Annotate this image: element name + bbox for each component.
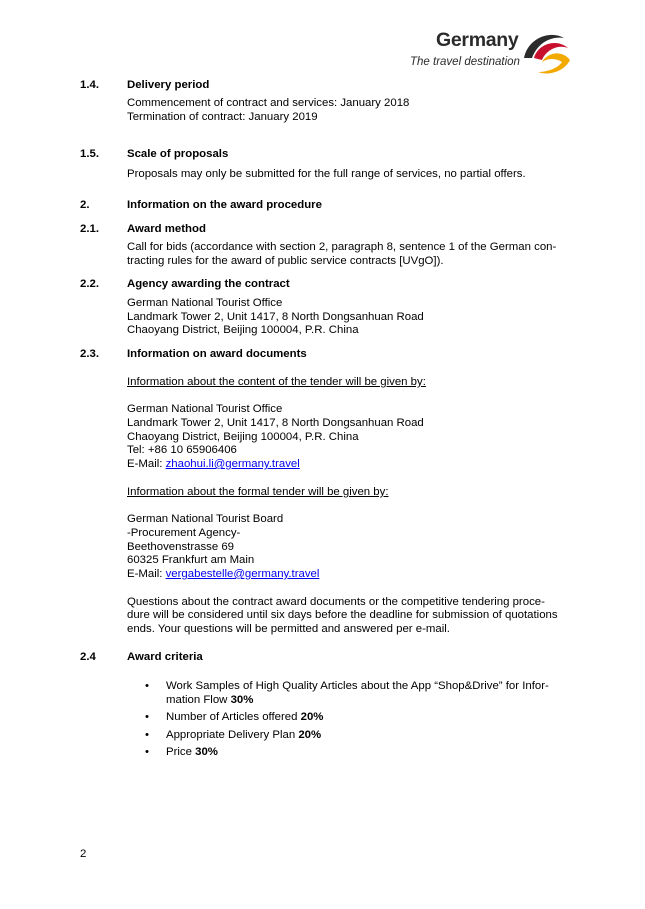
address-line: -Procurement Agency- [127, 527, 241, 539]
text-line: tracting rules for the award of public service contracts [UVgO]). [127, 255, 444, 267]
section-title: Agency awarding the contract [127, 278, 290, 290]
criterion-weight: 30% [195, 746, 218, 759]
email-line [127, 458, 300, 472]
section-title: Information on the award procedure [127, 199, 322, 211]
section-number: 1.4. [80, 79, 99, 91]
bullet-icon: • [145, 728, 149, 741]
section-number: 2.2. [80, 278, 99, 290]
email-line [127, 568, 319, 582]
text-line: ends. Your questions will be permitted and answered per e-mail. [127, 623, 450, 635]
address-line: Chaoyang District, Beijing 100004, P.R. China [127, 324, 359, 336]
list-item [145, 711, 585, 725]
criterion-text: Appropriate Delivery Plan [166, 728, 299, 741]
section-number: 2.1. [80, 223, 99, 235]
address-line: German National Tourist Office [127, 297, 283, 309]
address-line: Landmark Tower 2, Unit 1417, 8 North Dongsanhuan Road [127, 417, 424, 429]
email-label: E-Mail: [127, 458, 166, 470]
list-item [145, 729, 585, 743]
text-line: Commencement of contract and services: January 2018 [127, 97, 410, 109]
criterion-weight: 30% [230, 693, 254, 706]
bullet-icon: • [145, 680, 149, 692]
logo-tagline: The travel destination [410, 56, 520, 68]
criterion-weight: 20% [300, 711, 324, 724]
address-line: German National Tourist Office [127, 403, 283, 415]
text-line: Proposals may only be submitted for the full range of services, no partial offers. [127, 168, 526, 180]
section-number: 2. [80, 199, 90, 211]
bullet-icon: • [145, 746, 149, 759]
award-criteria-list [145, 680, 585, 764]
address-line: Landmark Tower 2, Unit 1417, 8 North Dongsanhuan Road [127, 311, 424, 323]
subheading-formal-tender: Information about the formal tender will be given by: [127, 486, 389, 498]
section-number: 2.4 [80, 651, 96, 663]
text-line: Call for bids (accordance with section 2, paragraph 8, sentence 1 of the German con- [127, 241, 557, 253]
text-line: dure will be considered until six days before the deadline for submission of quotations [127, 609, 558, 621]
phone-line: Tel: +86 10 65906406 [127, 444, 237, 456]
section-title: Information on award documents [127, 348, 307, 360]
criterion-text: Price [166, 746, 196, 759]
section-number: 2.3. [80, 348, 99, 360]
logo-swoosh-icon [518, 28, 574, 80]
criterion-text: Work Samples of High Quality Articles about the App “Shop&Drive” for Infor- [166, 680, 549, 692]
address-line: 60325 Frankfurt am Main [127, 554, 255, 566]
section-number: 1.5. [80, 148, 99, 160]
subheading-content-tender: Information about the content of the tender will be given by: [127, 376, 426, 388]
logo-name: Germany [436, 29, 519, 51]
page-number: 2 [80, 848, 87, 860]
germany-logo [406, 29, 576, 80]
criterion-weight: 20% [298, 728, 322, 741]
section-title: Award method [127, 223, 206, 235]
email-label: E-Mail: [127, 568, 166, 580]
list-item [145, 680, 585, 707]
bullet-icon: • [145, 711, 149, 724]
list-item [145, 746, 585, 760]
criterion-text: mation Flow [166, 693, 231, 706]
email-link-content[interactable]: zhaohui.li@germany.travel [165, 458, 300, 470]
text-line: Questions about the contract award documents or the competitive tendering proce- [127, 596, 545, 608]
address-line: Beethovenstrasse 69 [127, 541, 235, 553]
criterion-text: Number of Articles offered [166, 711, 301, 724]
address-line: Chaoyang District, Beijing 100004, P.R. China [127, 431, 359, 443]
text-line: Termination of contract: January 2019 [127, 111, 318, 123]
email-link-formal[interactable]: vergabestelle@germany.travel [165, 568, 320, 580]
section-title: Award criteria [127, 651, 203, 663]
address-line: German National Tourist Board [127, 513, 284, 525]
section-title: Delivery period [127, 79, 210, 91]
section-title: Scale of proposals [127, 148, 229, 160]
